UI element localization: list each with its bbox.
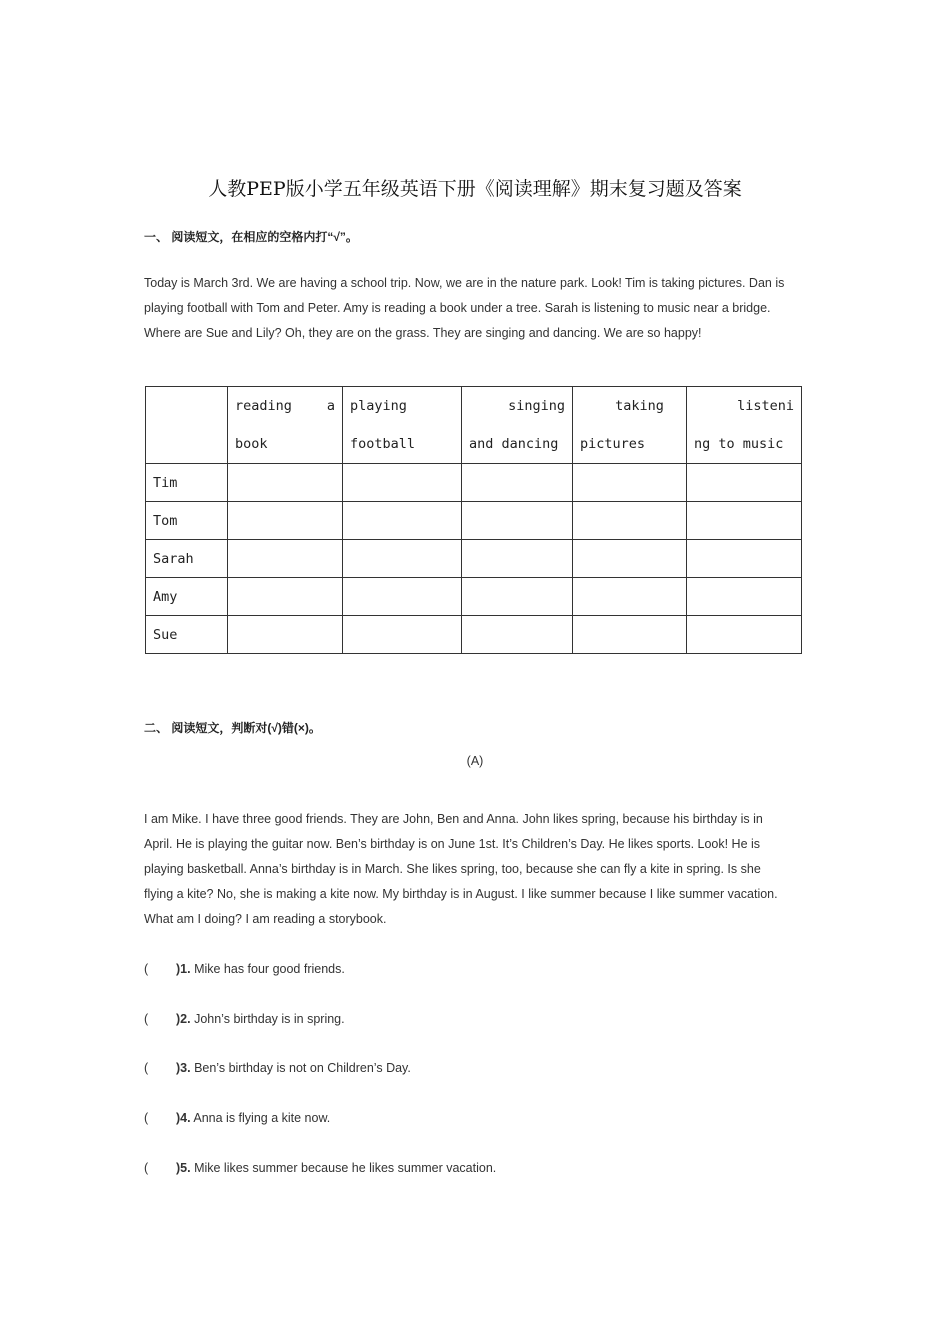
table-row bbox=[146, 578, 802, 616]
answer-cell[interactable] bbox=[462, 616, 573, 654]
question-5: ( )5. Mike likes summer because he likes summer vacation. bbox=[144, 1161, 497, 1175]
question-2: ( )2. John’s birthday is in spring. bbox=[144, 1012, 345, 1026]
column-header-football: playing football bbox=[343, 387, 462, 464]
passage-line: flying a kite? No, she is making a kite now. My birthday is in August. I like summer because I like summer vacation. bbox=[144, 887, 778, 901]
answer-cell[interactable] bbox=[462, 540, 573, 578]
answer-cell[interactable] bbox=[228, 502, 343, 540]
row-name: Sue bbox=[146, 616, 228, 654]
question-1: ( )1. Mike has four good friends. bbox=[144, 962, 345, 976]
answer-cell[interactable] bbox=[462, 502, 573, 540]
passage-line: April. He is playing the guitar now. Ben’s birthday is on June 1st. It’s Children’s Day. He likes sports. Look! He is bbox=[144, 837, 761, 851]
section1-heading: 一、 阅读短文，在相应的空格内打“√”。 bbox=[144, 230, 358, 244]
answer-blank[interactable]: ( bbox=[144, 1161, 149, 1175]
answer-cell[interactable] bbox=[573, 616, 687, 654]
page-title: 人教PEP版小学五年级英语下册《阅读理解》期末复习题及答案 bbox=[208, 178, 742, 200]
question-3: ( )3. Ben’s birthday is not on Children’s Day. bbox=[144, 1061, 411, 1075]
passage-line: I am Mike. I have three good friends. They are John, Ben and Anna. John likes spring, because his birthday is in bbox=[144, 812, 763, 826]
passage-label: (A) bbox=[466, 754, 484, 768]
column-header-music: listeni ng to music bbox=[687, 387, 802, 464]
corner-cell bbox=[146, 387, 228, 464]
answer-cell[interactable] bbox=[462, 578, 573, 616]
answer-cell[interactable] bbox=[343, 616, 462, 654]
answer-cell[interactable] bbox=[687, 540, 802, 578]
column-header-singing: singing and dancing bbox=[462, 387, 573, 464]
answer-cell[interactable] bbox=[687, 616, 802, 654]
answer-blank[interactable]: ( bbox=[144, 1012, 149, 1026]
section1-passage bbox=[144, 271, 806, 346]
answer-cell[interactable] bbox=[228, 540, 343, 578]
answer-blank[interactable]: ( bbox=[144, 1061, 149, 1075]
answer-cell[interactable] bbox=[343, 578, 462, 616]
passage-line: Where are Sue and Lily? Oh, they are on the grass. They are singing and dancing. We are so happy! bbox=[144, 326, 702, 340]
table-row bbox=[146, 616, 802, 654]
section2-heading: 二、 阅读短文，判断对(√)错(×)。 bbox=[144, 721, 321, 735]
passage-line: playing football with Tom and Peter. Amy is reading a book under a tree. Sarah is listening to music near a bridge. bbox=[144, 301, 771, 315]
answer-blank[interactable]: ( bbox=[144, 1111, 149, 1125]
answer-cell[interactable] bbox=[228, 578, 343, 616]
row-name: Tim bbox=[146, 464, 228, 502]
row-name: Sarah bbox=[146, 540, 228, 578]
table-row bbox=[146, 502, 802, 540]
answer-cell[interactable] bbox=[343, 464, 462, 502]
answer-cell[interactable] bbox=[573, 540, 687, 578]
row-name: Amy bbox=[146, 578, 228, 616]
table-header-row bbox=[146, 387, 802, 464]
passage-line: playing basketball. Anna’s birthday is in March. She likes spring, too, because she can fly a kite in spring. Is she bbox=[144, 862, 761, 876]
answer-cell[interactable] bbox=[462, 464, 573, 502]
answer-cell[interactable] bbox=[687, 464, 802, 502]
question-4: ( )4. Anna is flying a kite now. bbox=[144, 1111, 331, 1125]
passage-line: What am I doing? I am reading a storybook. bbox=[144, 912, 387, 926]
answer-blank[interactable]: ( bbox=[144, 962, 149, 976]
answer-cell[interactable] bbox=[573, 502, 687, 540]
section2-passage bbox=[144, 807, 806, 932]
passage-line: Today is March 3rd. We are having a school trip. Now, we are in the nature park. Look! Tim is taking pictures. Dan is bbox=[144, 276, 785, 290]
answer-cell[interactable] bbox=[687, 502, 802, 540]
answer-cell[interactable] bbox=[687, 578, 802, 616]
table-row bbox=[146, 540, 802, 578]
column-header-reading: reading a book bbox=[228, 387, 343, 464]
answer-table bbox=[145, 386, 802, 654]
table-row bbox=[146, 464, 802, 502]
row-name: Tom bbox=[146, 502, 228, 540]
answer-cell[interactable] bbox=[573, 464, 687, 502]
column-header-pictures: taking pictures bbox=[573, 387, 687, 464]
answer-cell[interactable] bbox=[343, 502, 462, 540]
answer-cell[interactable] bbox=[573, 578, 687, 616]
answer-cell[interactable] bbox=[228, 464, 343, 502]
answer-cell[interactable] bbox=[228, 616, 343, 654]
answer-cell[interactable] bbox=[343, 540, 462, 578]
